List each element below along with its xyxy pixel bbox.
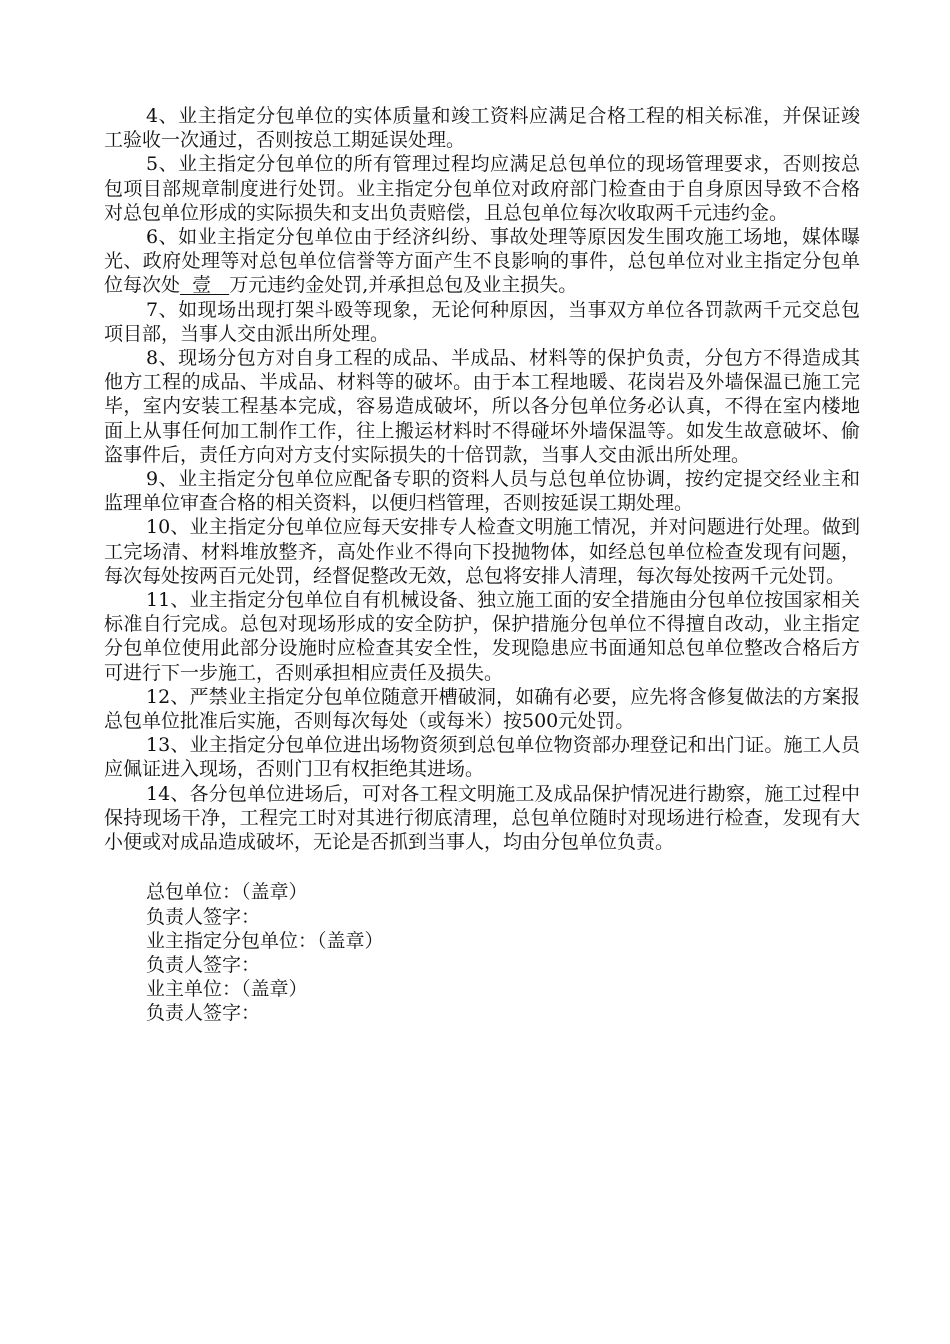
owner-signature: 负责人签字：: [146, 1002, 261, 1025]
owner-seal: 业主单位：（盖章）: [146, 978, 308, 1001]
clause-6-before: 6、如业主指定分包单位由于经济纠纷、事故处理等原因发生围攻施工场地，媒体曝光、政府处理等对总包单位信誉等方面产生不良影响的事件，总包单位对业主指定分包单位每次处: [104, 226, 860, 297]
clause-12: 12、严禁业主指定分包单位随意开槽破洞，如确有必要，应先将含修复做法的方案报总包单位批准后实施，否则每次每处（或每米）按500元处罚。: [104, 685, 860, 733]
penalty-amount-blank: 壹: [180, 274, 230, 297]
general-contractor-signature: 负责人签字：: [146, 905, 261, 928]
clause-9: 9、业主指定分包单位应配备专职的资料人员与总包单位协调，按约定提交经业主和监理单位审查合格的相关资料，以便归档管理，否则按延误工期处理。: [104, 468, 860, 515]
designated-subcontractor-seal: 业主指定分包单位：（盖章）: [146, 929, 384, 952]
general-contractor-seal: 总包单位：（盖章）: [146, 881, 308, 904]
clause-6-after: 万元违约金处罚,并承担总包及业主损失。: [229, 274, 578, 297]
clause-5: 5、业主指定分包单位的所有管理过程均应满足总包单位的现场管理要求，否则按总包项目部规章制度进行处罚。业主指定分包单位对政府部门检查由于自身原因导致不合格对总包单位形成的实际损失和支出负责赔偿，且总包单位每次收取两千元违约金。: [104, 153, 860, 224]
designated-subcontractor-signature: 负责人签字：: [146, 953, 261, 976]
clause-6: [104, 225, 860, 298]
clause-13: 13、业主指定分包单位进出场物资须到总包单位物资部办理登记和出门证。施工人员应佩证进入现场，否则门卫有权拒绝其进场。: [104, 734, 860, 781]
clause-4: 4、业主指定分包单位的实体质量和竣工资料应满足合格工程的相关标准，并保证竣工验收一次通过，否则按总工期延误处理。: [104, 105, 860, 152]
clause-10: 10、业主指定分包单位应每天安排专人检查文明施工情况，并对问题进行处理。做到工完场清、材料堆放整齐，高处作业不得向下投抛物体，如经总包单位检查发现有问题，每次每处按两百元处罚，经督促整改无效，总包将安排人清理，每次每处按两千元处罚。: [104, 516, 860, 587]
clause-11: 11、业主指定分包单位自有机械设备、独立施工面的安全措施由分包单位按国家相关标准自行完成。总包对现场形成的安全防护，保护措施分包单位不得擅自改动，业主指定分包单位使用此部分设施时应检查其安全性，发现隐患应书面通知总包单位整改合格后方可进行下一步施工，否则承担相应责任及损失。: [104, 589, 860, 684]
clause-8: 8、现场分包方对自身工程的成品、半成品、材料等的保护负责，分包方不得造成其他方工程的成品、半成品、材料等的破坏。由于本工程地暖、花岗岩及外墙保温已施工完毕，室内安装工程基本完成，容易造成破坏，所以各分包单位务必认真，不得在室内楼地面上从事任何加工制作工作，往上搬运材料时不得碰坏外墙保温等。如发生故意破坏、偷盗事件后，责任方向对方支付实际损失的十倍罚款，当事人交由派出所处理。: [104, 347, 860, 466]
signature-block: [104, 880, 860, 1025]
document-page: [104, 104, 860, 1026]
clause-7: 7、如现场出现打架斗殴等现象，无论何种原因，当事双方单位各罚款两千元交总包项目部，当事人交由派出所处理。: [104, 298, 860, 345]
clause-14: 14、各分包单位进场后，可对各工程文明施工及成品保护情况进行勘察，施工过程中保持现场干净，工程完工时对其进行彻底清理，总包单位随时对现场进行检查，发现有大小便或对成品造成破坏，无论是否抓到当事人，均由分包单位负责。: [104, 782, 860, 854]
spacer: [104, 854, 860, 880]
